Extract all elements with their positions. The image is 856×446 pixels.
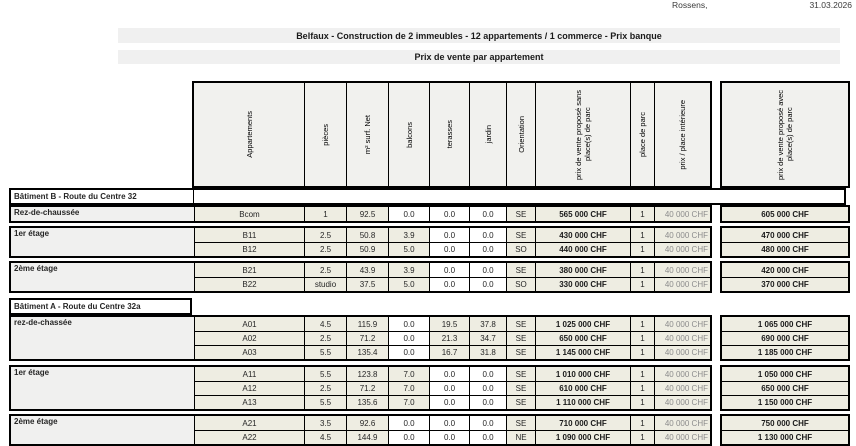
apartment-cell: A03 (194, 345, 304, 359)
parking-count-cell: 1 (630, 277, 654, 291)
price-per-parking-cell: 40 000 CHF (654, 331, 710, 345)
price-per-parking-cell: 40 000 CHF (654, 381, 710, 395)
floor-group (9, 414, 850, 446)
apartment-cell: B11 (194, 228, 304, 242)
floor-group-price-with-parking (720, 226, 850, 258)
pieces-cell: 1 (304, 207, 346, 221)
column-spacer (712, 315, 720, 361)
parking-count-cell: 1 (630, 331, 654, 345)
floor-group-main (9, 315, 712, 361)
surface-cell: 43.9 (346, 263, 388, 277)
balcons-cell: 0.0 (388, 207, 429, 221)
jardin-cell: 0.0 (469, 228, 506, 242)
jardin-cell: 0.0 (469, 263, 506, 277)
terrasses-cell: 19.5 (429, 317, 469, 331)
place-label: Rossens, (672, 0, 708, 10)
price-per-parking-cell: 40 000 CHF (654, 430, 710, 444)
price-per-parking-cell: 40 000 CHF (654, 263, 710, 277)
price-without-parking-cell: 440 000 CHF (535, 242, 630, 256)
floor-label: 1er étage (11, 228, 194, 256)
jardin-cell: 34.7 (469, 331, 506, 345)
apartment-cell: A21 (194, 416, 304, 430)
column-header: Appartements (244, 111, 254, 158)
price-per-parking-cell: 40 000 CHF (654, 345, 710, 359)
orientation-cell: NE (506, 430, 535, 444)
price-per-parking-cell: 40 000 CHF (654, 277, 710, 291)
floor-label: 2ème étage (11, 416, 194, 444)
jardin-cell: 0.0 (469, 395, 506, 409)
floor-group-price-with-parking (720, 414, 850, 446)
orientation-cell: SE (506, 228, 535, 242)
orientation-cell: SE (506, 367, 535, 381)
column-header-cell (469, 83, 506, 186)
document-subtitle: Prix de vente par appartement (118, 50, 840, 64)
terrasses-cell: 0.0 (429, 367, 469, 381)
balcons-cell: 7.0 (388, 381, 429, 395)
column-header-cell (535, 83, 630, 186)
price-without-parking-cell: 430 000 CHF (535, 228, 630, 242)
parking-count-cell: 1 (630, 345, 654, 359)
jardin-cell: 0.0 (469, 207, 506, 221)
floor-group (9, 261, 850, 293)
column-header: balcons (404, 121, 414, 148)
price-with-parking-cell: 1 150 000 CHF (722, 395, 848, 409)
terrasses-cell: 0.0 (429, 430, 469, 444)
parking-count-cell: 1 (630, 207, 654, 221)
pieces-cell: 4.5 (304, 430, 346, 444)
document-title: Belfaux - Construction de 2 immeubles - 12 appartements / 1 commerce - Prix banque (118, 28, 840, 43)
balcons-cell: 0.0 (388, 430, 429, 444)
terrasses-cell: 0.0 (429, 263, 469, 277)
floor-group (9, 365, 850, 411)
pieces-cell: 2.5 (304, 331, 346, 345)
floor-group-price-with-parking (720, 261, 850, 293)
apartment-cell: A01 (194, 317, 304, 331)
jardin-cell: 31.8 (469, 345, 506, 359)
parking-count-cell: 1 (630, 367, 654, 381)
balcons-cell: 0.0 (388, 331, 429, 345)
price-without-parking-cell: 1 010 000 CHF (535, 367, 630, 381)
price-with-parking-cell: 480 000 CHF (722, 242, 848, 256)
pieces-cell: studio (304, 277, 346, 291)
parking-count-cell: 1 (630, 263, 654, 277)
price-with-parking-cell: 1 185 000 CHF (722, 345, 848, 359)
surface-cell: 92.6 (346, 416, 388, 430)
price-per-parking-cell: 40 000 CHF (654, 367, 710, 381)
price-table (9, 81, 850, 446)
column-header: prix de vente proposé sans place(s) de parc (574, 89, 592, 180)
column-spacer (712, 205, 720, 223)
pieces-cell: 5.5 (304, 345, 346, 359)
apartment-cell: A02 (194, 331, 304, 345)
building-header-row (9, 298, 192, 315)
floor-group-main (9, 365, 712, 411)
balcons-cell: 3.9 (388, 228, 429, 242)
terrasses-cell: 0.0 (429, 395, 469, 409)
price-without-parking-cell: 1 145 000 CHF (535, 345, 630, 359)
balcons-cell: 0.0 (388, 416, 429, 430)
terrasses-cell: 0.0 (429, 381, 469, 395)
column-header: place de parc (638, 111, 647, 158)
date-label: 31.03.2026 (809, 0, 852, 10)
surface-cell: 50.8 (346, 228, 388, 242)
floor-label: 1er étage (11, 367, 194, 409)
floor-group-price-with-parking (720, 205, 850, 223)
floor-group-main (9, 205, 712, 223)
floor-group-main (9, 226, 712, 258)
column-header-cell (388, 83, 429, 186)
price-without-parking-cell: 1 090 000 CHF (535, 430, 630, 444)
price-without-parking-cell: 380 000 CHF (535, 263, 630, 277)
balcons-cell: 3.9 (388, 263, 429, 277)
floor-label: 2ème étage (11, 263, 194, 291)
jardin-cell: 37.8 (469, 317, 506, 331)
column-spacer (712, 414, 720, 446)
orientation-cell: SE (506, 416, 535, 430)
floor-label: rez-de-chassée (11, 317, 194, 359)
orientation-cell: SE (506, 263, 535, 277)
surface-cell: 92.5 (346, 207, 388, 221)
apartment-cell: B22 (194, 277, 304, 291)
table-body (9, 188, 850, 446)
floor-label: Rez-de-chaussée (11, 207, 194, 221)
price-per-parking-cell: 40 000 CHF (654, 395, 710, 409)
surface-cell: 123.8 (346, 367, 388, 381)
parking-count-cell: 1 (630, 430, 654, 444)
price-without-parking-cell: 650 000 CHF (535, 331, 630, 345)
column-spacer (712, 365, 720, 411)
terrasses-cell: 21.3 (429, 331, 469, 345)
column-header: m² surf. Net (363, 114, 372, 155)
price-without-parking-cell: 1 025 000 CHF (535, 317, 630, 331)
orientation-cell: SE (506, 381, 535, 395)
orientation-cell: SE (506, 317, 535, 331)
column-spacer (712, 226, 720, 258)
floor-group-price-with-parking (720, 365, 850, 411)
price-per-parking-cell: 40 000 CHF (654, 242, 710, 256)
column-header-cell (654, 83, 710, 186)
balcons-cell: 0.0 (388, 345, 429, 359)
price-with-parking-cell: 650 000 CHF (722, 381, 848, 395)
empty-cell (194, 190, 844, 203)
column-header: terasses (445, 120, 454, 149)
jardin-cell: 0.0 (469, 367, 506, 381)
price-with-parking-cell: 1 050 000 CHF (722, 367, 848, 381)
price-per-parking-cell: 40 000 CHF (654, 317, 710, 331)
price-with-parking-cell: 1 065 000 CHF (722, 317, 848, 331)
price-with-parking-cell: 1 130 000 CHF (722, 430, 848, 444)
balcons-cell: 0.0 (388, 317, 429, 331)
column-header-cell (304, 83, 346, 186)
balcons-cell: 7.0 (388, 367, 429, 381)
column-header: prix de vente proposé avec place(s) de parc (776, 89, 794, 180)
surface-cell: 115.9 (346, 317, 388, 331)
price-with-parking-cell: 605 000 CHF (722, 207, 848, 221)
parking-count-cell: 1 (630, 395, 654, 409)
terrasses-cell: 0.0 (429, 416, 469, 430)
price-with-parking-cell: 750 000 CHF (722, 416, 848, 430)
apartment-cell: B12 (194, 242, 304, 256)
jardin-cell: 0.0 (469, 277, 506, 291)
price-with-parking-cell: 690 000 CHF (722, 331, 848, 345)
apartment-cell: A22 (194, 430, 304, 444)
pieces-cell: 5.5 (304, 367, 346, 381)
column-header-cell (630, 83, 654, 186)
building-label: Bâtiment A - Route du Centre 32a (11, 300, 190, 313)
pieces-cell: 2.5 (304, 381, 346, 395)
building-header-row (9, 188, 846, 205)
surface-cell: 71.2 (346, 331, 388, 345)
pieces-cell: 4.5 (304, 317, 346, 331)
surface-cell: 50.9 (346, 242, 388, 256)
balcons-cell: 5.0 (388, 277, 429, 291)
price-with-parking-cell: 470 000 CHF (722, 228, 848, 242)
balcons-cell: 7.0 (388, 395, 429, 409)
floor-group-main (9, 261, 712, 293)
surface-cell: 135.4 (346, 345, 388, 359)
parking-count-cell: 1 (630, 317, 654, 331)
table-header-main (192, 81, 712, 188)
balcons-cell: 5.0 (388, 242, 429, 256)
price-per-parking-cell: 40 000 CHF (654, 228, 710, 242)
floor-group (9, 205, 850, 223)
column-header: Orientation (516, 116, 526, 153)
apartment-cell: A13 (194, 395, 304, 409)
orientation-cell: SE (506, 207, 535, 221)
price-per-parking-cell: 40 000 CHF (654, 416, 710, 430)
price-without-parking-cell: 330 000 CHF (535, 277, 630, 291)
column-spacer (712, 261, 720, 293)
column-header-cell (346, 83, 388, 186)
terrasses-cell: 16.7 (429, 345, 469, 359)
surface-cell: 135.6 (346, 395, 388, 409)
orientation-cell: SO (506, 277, 535, 291)
price-without-parking-cell: 710 000 CHF (535, 416, 630, 430)
parking-count-cell: 1 (630, 228, 654, 242)
parking-count-cell: 1 (630, 242, 654, 256)
floor-group-price-with-parking (720, 315, 850, 361)
apartment-cell: Bcom (194, 207, 304, 221)
floor-group-main (9, 414, 712, 446)
pieces-cell: 3.5 (304, 416, 346, 430)
price-per-parking-cell: 40 000 CHF (654, 207, 710, 221)
floor-group (9, 315, 850, 361)
surface-cell: 37.5 (346, 277, 388, 291)
surface-cell: 144.9 (346, 430, 388, 444)
jardin-cell: 0.0 (469, 381, 506, 395)
column-header: jardin (483, 125, 493, 144)
pieces-cell: 2.5 (304, 263, 346, 277)
building-label: Bâtiment B - Route du Centre 32 (11, 190, 194, 203)
column-header-cell (194, 83, 304, 186)
price-without-parking-cell: 565 000 CHF (535, 207, 630, 221)
price-without-parking-cell: 610 000 CHF (535, 381, 630, 395)
orientation-cell: SE (506, 331, 535, 345)
price-with-parking-header-cell (720, 81, 850, 188)
pieces-cell: 2.5 (304, 228, 346, 242)
pieces-cell: 2.5 (304, 242, 346, 256)
jardin-cell: 0.0 (469, 242, 506, 256)
price-with-parking-cell: 420 000 CHF (722, 263, 848, 277)
column-spacer (712, 81, 720, 188)
terrasses-cell: 0.0 (429, 228, 469, 242)
apartment-cell: B21 (194, 263, 304, 277)
column-header: prix / place intérieure (678, 99, 687, 170)
pieces-cell: 5.5 (304, 395, 346, 409)
column-header-cell (429, 83, 469, 186)
price-with-parking-cell: 370 000 CHF (722, 277, 848, 291)
column-header: pièces (321, 123, 330, 146)
surface-cell: 71.2 (346, 381, 388, 395)
apartment-cell: A12 (194, 381, 304, 395)
orientation-cell: SO (506, 242, 535, 256)
column-header-cell (506, 83, 535, 186)
orientation-cell: SE (506, 345, 535, 359)
jardin-cell: 0.0 (469, 430, 506, 444)
terrasses-cell: 0.0 (429, 207, 469, 221)
terrasses-cell: 0.0 (429, 242, 469, 256)
parking-count-cell: 1 (630, 381, 654, 395)
floor-group (9, 226, 850, 258)
parking-count-cell: 1 (630, 416, 654, 430)
terrasses-cell: 0.0 (429, 277, 469, 291)
table-header-row (192, 81, 850, 188)
jardin-cell: 0.0 (469, 416, 506, 430)
orientation-cell: SE (506, 395, 535, 409)
price-without-parking-cell: 1 110 000 CHF (535, 395, 630, 409)
apartment-cell: A11 (194, 367, 304, 381)
